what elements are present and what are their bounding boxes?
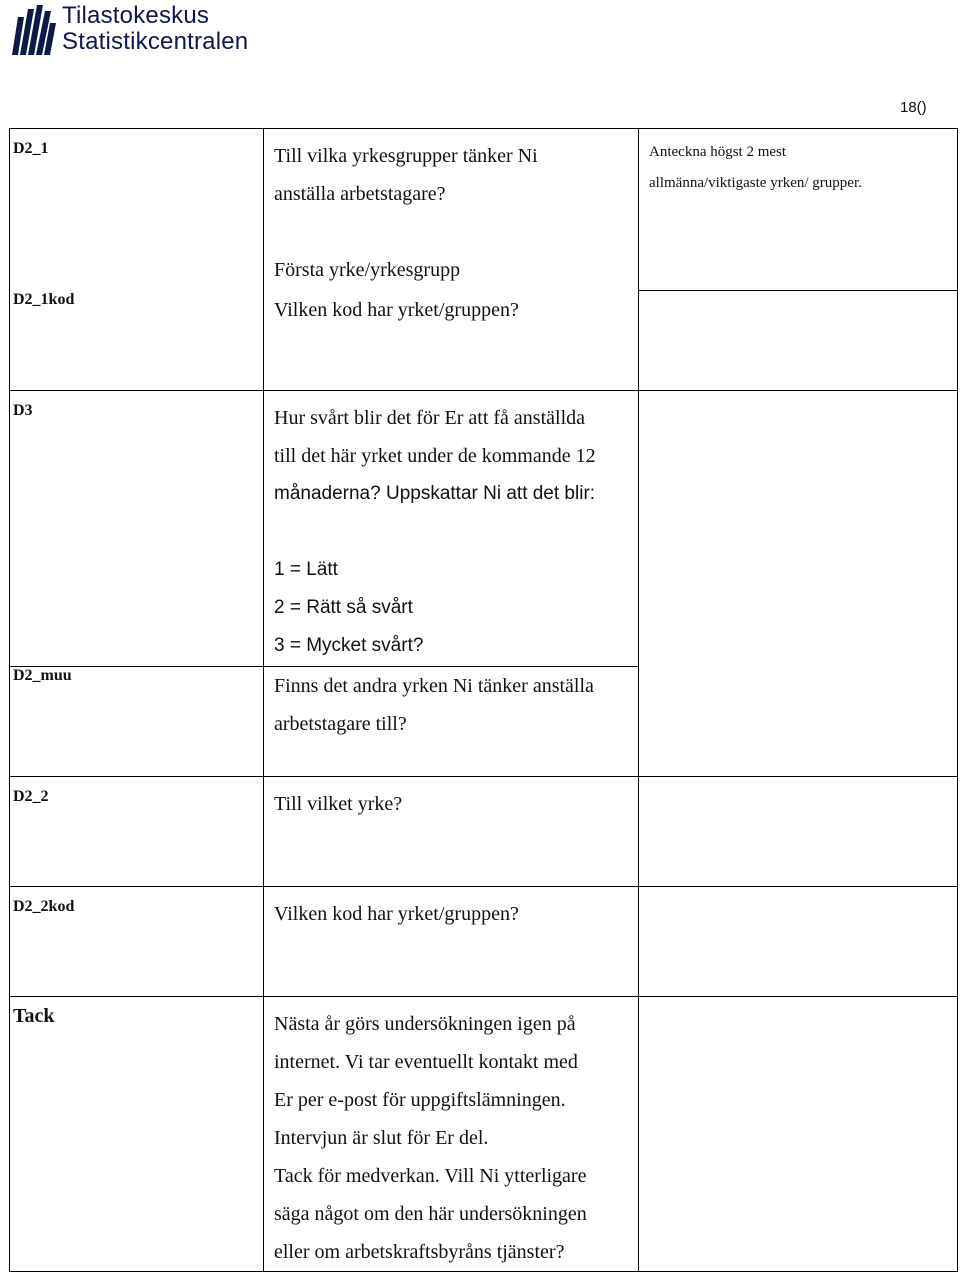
question-line: säga något om den här undersökningen [274, 1203, 587, 1225]
answer-cell[interactable] [639, 887, 958, 997]
interviewer-note-d2-1 [639, 129, 957, 199]
question-line [274, 513, 638, 551]
answer-cell[interactable] [639, 997, 958, 1272]
question-line: anställa arbetstagare? [274, 183, 446, 205]
question-line [274, 213, 638, 251]
question-text-d2-muu [264, 667, 638, 743]
table-row [10, 777, 958, 887]
question-code-tack: Tack [13, 1005, 55, 1027]
answer-option: 2 = Rätt så svårt [274, 597, 413, 618]
page-number: 18() [900, 99, 927, 116]
table-row [10, 291, 958, 391]
answer-cell[interactable] [639, 667, 958, 777]
table-row [10, 129, 958, 291]
question-line: Er per e-post för uppgiftslämningen. [274, 1089, 566, 1111]
logo [10, 2, 248, 56]
logo-text-swedish: Statistikcentralen [62, 28, 249, 55]
question-text-d2-1 [264, 129, 638, 289]
answer-option: 3 = Mycket svårt? [274, 635, 424, 656]
note-line: allmänna/viktigaste yrken/ grupper. [649, 175, 862, 191]
table-row [10, 391, 958, 667]
question-line: Finns det andra yrken Ni tänker anställa [274, 675, 594, 697]
table-row [10, 997, 958, 1272]
table-row [10, 667, 958, 777]
question-line: Vilken kod har yrket/gruppen? [274, 298, 519, 321]
logo-text-finnish: Tilastokeskus [62, 2, 210, 29]
question-line: Nästa år görs undersökningen igen på [274, 1013, 576, 1035]
answer-cell[interactable] [639, 291, 958, 391]
question-text-d3 [264, 391, 638, 665]
answer-cell[interactable] [639, 777, 958, 887]
question-line: till det här yrket under de kommande 12 [274, 445, 596, 467]
questionnaire-table [9, 128, 958, 1272]
table-row [10, 887, 958, 997]
question-code-d2-1: D2_1 [13, 140, 49, 157]
question-code-d2-muu: D2_muu [13, 667, 72, 684]
question-code-d2-2: D2_2 [13, 788, 49, 805]
question-line: arbetstagare till? [274, 713, 407, 735]
question-line: eller om arbetskraftsbyråns tjänster? [274, 1241, 565, 1263]
answer-option: 1 = Lätt [274, 559, 338, 580]
question-line: Tack för medverkan. Vill Ni ytterligare [274, 1165, 587, 1187]
question-line: Hur svårt blir det för Er att få anställda [274, 407, 585, 429]
question-line: Vilken kod har yrket/gruppen? [274, 903, 519, 925]
question-text-d2-2kod [264, 887, 638, 933]
question-line: Intervjun är slut för Er del. [274, 1127, 489, 1149]
statistics-finland-logo-icon [10, 3, 56, 55]
question-line: Första yrke/yrkesgrupp [274, 259, 461, 281]
question-text-tack [264, 997, 638, 1271]
question-line: internet. Vi tar eventuellt kontakt med [274, 1051, 578, 1073]
question-text-d2-2 [264, 777, 638, 823]
question-code-d2-1kod: D2_1kod [13, 290, 75, 308]
question-code-d2-2kod: D2_2kod [13, 898, 75, 915]
note-line: Anteckna högst 2 mest [649, 144, 787, 160]
question-line: Till vilka yrkesgrupper tänker Ni [274, 145, 538, 167]
question-text-d2-1kod [264, 291, 638, 329]
question-line: Till vilket yrke? [274, 793, 403, 815]
question-line: månaderna? Uppskattar Ni att det blir: [274, 483, 596, 504]
question-code-d3: D3 [13, 402, 33, 419]
